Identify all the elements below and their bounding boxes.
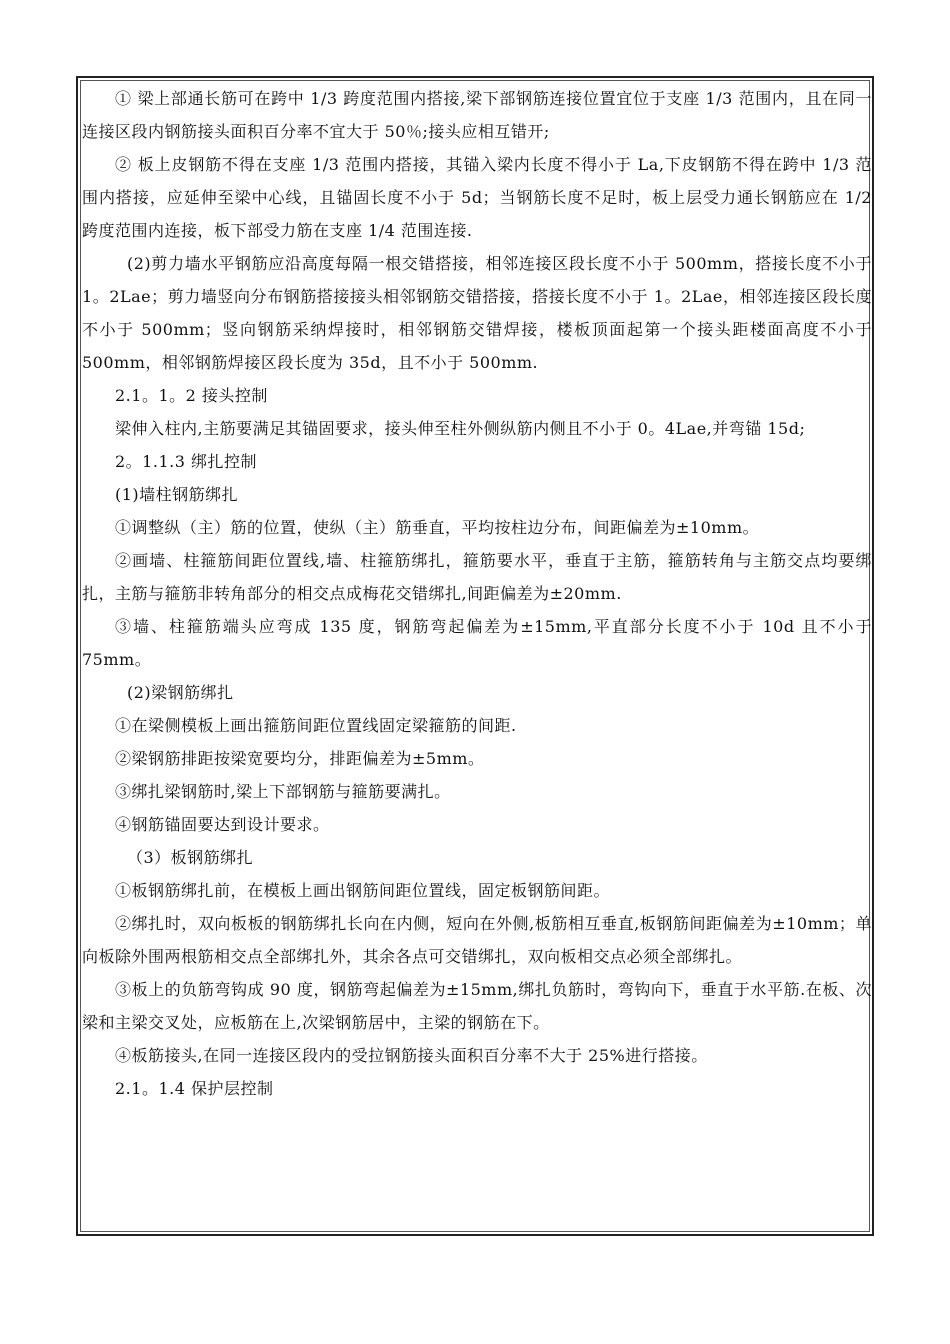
paragraph: ①板钢筋绑扎前，在模板上画出钢筋间距位置线，固定板钢筋间距。 <box>115 881 611 900</box>
paragraph: ④板筋接头,在同一连接区段内的受拉钢筋接头面积百分率不大于 25%进行搭接。 <box>115 1046 708 1065</box>
section-heading: 2.1。1.4 保护层控制 <box>115 1079 274 1098</box>
document-body <box>82 82 872 1105</box>
paragraph: ②画墙、柱箍筋间距位置线,墙、柱箍筋绑扎，箍筋要水平，垂直于主筋，箍筋转角与主筋交点均要绑扎，主筋与箍筋非转角部分的相交点成梅花交错绑扎,间距偏差为±20mm. <box>82 551 872 603</box>
paragraph: ①在梁侧模板上画出箍筋间距位置线固定梁箍筋的间距. <box>115 716 517 735</box>
paragraph: ① 梁上部通长筋可在跨中 1/3 跨度范围内搭接,梁下部钢筋连接位置宜位于支座 1/3 范围内，且在同一连接区段内钢筋接头面积百分率不宜大于 50％;接头应相互错开; <box>82 89 872 141</box>
paragraph: (2)剪力墙水平钢筋应沿高度每隔一根交错搭接，相邻连接区段长度不小于 500mm，搭接长度不小于 1。2Lae；剪力墙竖向分布钢筋搭接接头相邻钢筋交错搭接，搭接长度不小于 1。2Lae，相邻连接区段长度不小于 500mm；竖向钢筋采纳焊接时，相邻钢筋交错焊接，楼板顶面起第一个接头距楼面高度不小于 500mm，相邻钢筋焊接区段长度为 35d，且不小于 500mm. <box>82 254 872 372</box>
subsection-heading: （3）板钢筋绑扎 <box>127 848 254 867</box>
paragraph: ② 板上皮钢筋不得在支座 1/3 范围内搭接，其锚入梁内长度不得小于 La,下皮钢筋不得在跨中 1/3 范围内搭接，应延伸至梁中心线，且锚固长度不小于 5d；当钢筋长度不足时，板上层受力通长钢筋应在 1/2 跨度范围内连接，板下部受力筋在支座 1/4 范围连接. <box>82 155 872 240</box>
paragraph: ②绑扎时，双向板板的钢筋绑扎长向在内侧，短向在外侧,板筋相互垂直,板钢筋间距偏差为±10mm；单向板除外围两根筋相交点全部绑扎外，其余各点可交错绑扎，双向板相交点必须全部绑扎。 <box>82 914 872 966</box>
paragraph: 梁伸入柱内,主筋要满足其锚固要求，接头伸至柱外侧纵筋内侧且不小于 0。4Lae,并弯锚 15d; <box>115 419 806 438</box>
paragraph: ③绑扎梁钢筋时,梁上下部钢筋与箍筋要满扎。 <box>115 782 451 801</box>
paragraph: ①调整纵（主）筋的位置，使纵（主）筋垂直，平均按柱边分布，间距偏差为±10mm。 <box>115 518 760 537</box>
paragraph: ③墙、柱箍筋端头应弯成 135 度，钢筋弯起偏差为±15mm,平直部分长度不小于 10d 且不小于 75mm。 <box>82 617 872 669</box>
section-heading: 2。1.1.3 绑扎控制 <box>115 452 257 471</box>
subsection-heading: (2)梁钢筋绑扎 <box>127 683 234 702</box>
paragraph: ②梁钢筋排距按梁宽要均分，排距偏差为±5mm。 <box>115 749 485 768</box>
subsection-heading: (1)墙柱钢筋绑扎 <box>115 485 239 504</box>
paragraph: ③板上的负筋弯钩成 90 度，钢筋弯起偏差为±15mm,绑扎负筋时，弯钩向下，垂直于水平筋.在板、次梁和主梁交叉处，应板筋在上,次梁钢筋居中，主梁的钢筋在下。 <box>82 980 872 1032</box>
paragraph: ④钢筋锚固要达到设计要求。 <box>115 815 330 834</box>
section-heading: 2.1。1。2 接头控制 <box>115 386 268 405</box>
